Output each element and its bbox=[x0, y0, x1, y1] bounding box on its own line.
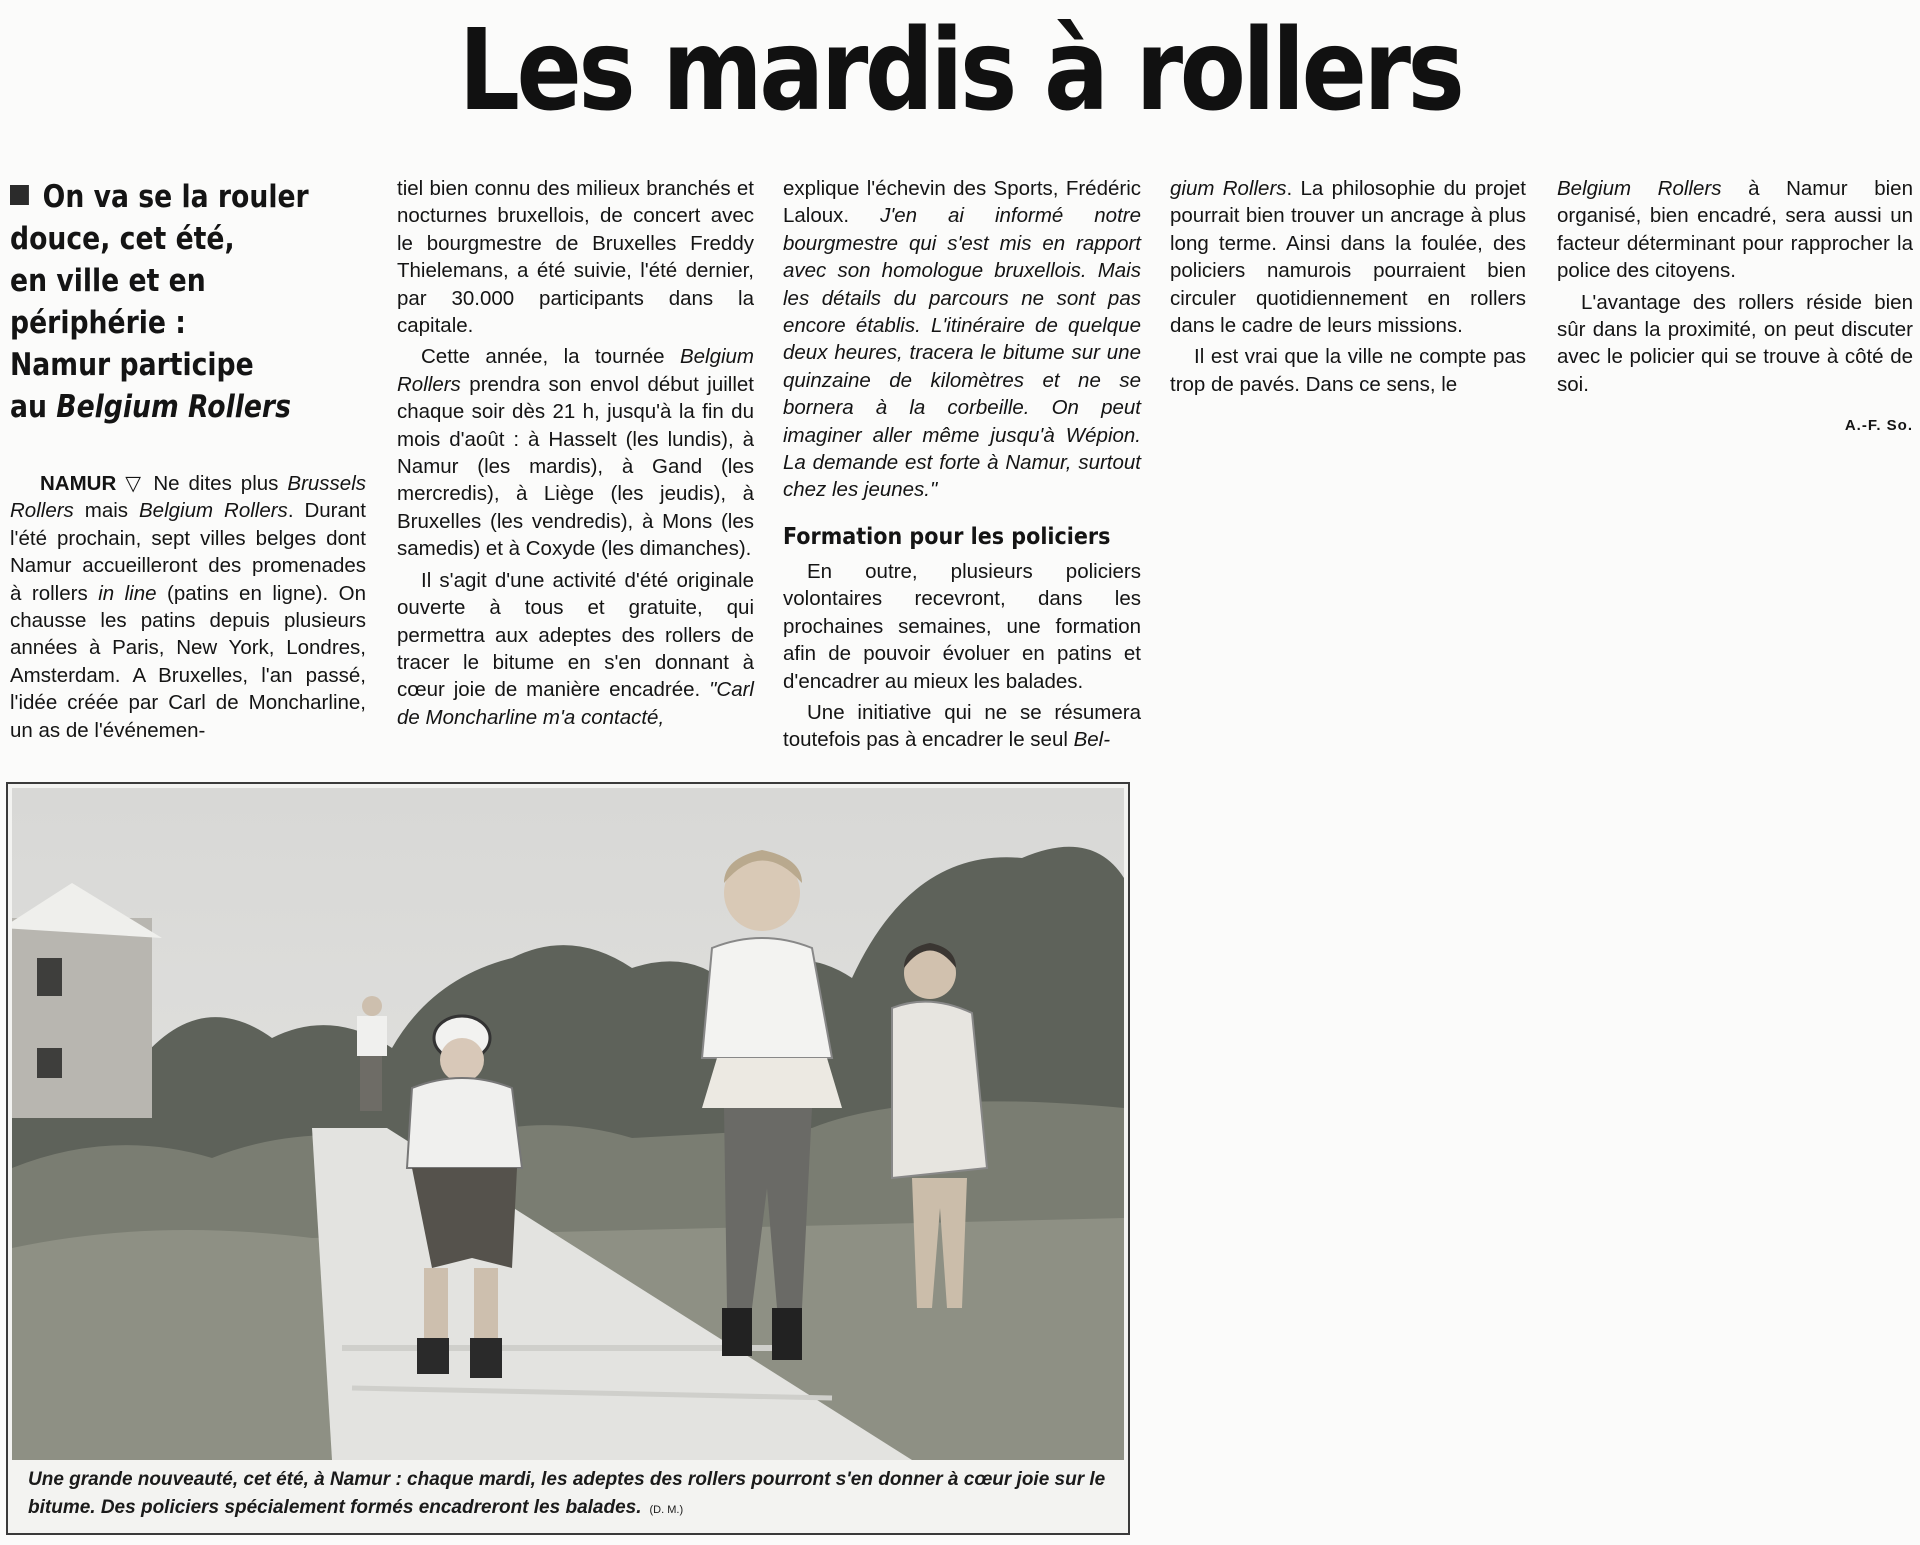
headline: Les mardis à rollers bbox=[458, 6, 1462, 136]
photo-credit: (D. M.) bbox=[649, 1504, 684, 1516]
paragraph: Belgium Rollers à Namur bien organisé, bien encadré, sera aussi un facteur déterminant pour rapprocher la police des citoyens. bbox=[1557, 177, 1913, 283]
dateline: NAMUR bbox=[40, 472, 117, 495]
article-column-1 bbox=[10, 470, 366, 744]
section-subheading: Formation pour les policiers bbox=[783, 523, 1111, 550]
paragraph: gium Rollers. La philosophie du projet pourrait bien trouver un ancrage à plus long terme. Ainsi dans la foulée, des policiers namurois pourraient bien circuler quotidiennement en rollers dans le cadre de leurs missions. bbox=[1170, 177, 1527, 338]
rollerblading-photo bbox=[12, 788, 1124, 1460]
article-column-3 bbox=[783, 175, 1141, 754]
paragraph: Il s'agit d'une activité d'été originale ouverte à tous et gratuite, qui permettra aux adeptes des rollers de tracer le bitume en s'en donnant à cœur joie de manière encadrée. "Carl de Moncharline m'a contacté, bbox=[397, 568, 754, 729]
author-signature: A.-F. So. bbox=[1844, 417, 1913, 435]
paragraph: Cette année, la tournée Belgium Rollers prendra son envol début juillet chaque soir dès 21 h, jusqu'à la fin du mois d'août : à Hasselt (les lundis), à Namur (les mardis), à Gand (les mercredis), à Liège (les jeudis), à Bruxelles (les vendredis), à Mons (les samedis) et à Coxyde (les dimanches). bbox=[397, 345, 754, 561]
paragraph: Il est vrai que la ville ne compte pas trop de pavés. Dans ce sens, le bbox=[1170, 345, 1526, 396]
paragraph: En outre, plusieurs policiers volontaires recevront, dans les prochaines semaines, une formation afin de pouvoir évoluer en patins et d'encadrer au mieux les balades. bbox=[783, 559, 1141, 693]
kicker-line-3: en ville et en périphérie : bbox=[10, 263, 206, 341]
dateline-separator-icon: ▽ bbox=[125, 472, 145, 495]
photo-frame bbox=[6, 782, 1130, 1535]
article-column-5 bbox=[1557, 175, 1913, 440]
paragraph: tiel bien connu des milieux branchés et nocturnes bruxellois, de concert avec le bourgmestre de Bruxelles Freddy Thielemans, a été suivie, l'été dernier, par 30.000 participants dans la capitale. bbox=[397, 177, 754, 338]
paragraph: L'avantage des rollers réside bien sûr dans la proximité, on peut discuter avec le policier qui se trouve à côté de soi. bbox=[1557, 290, 1913, 396]
kicker-line-5: au Belgium Rollers bbox=[10, 389, 291, 425]
kicker-line-4: Namur participe bbox=[10, 347, 254, 383]
intro-paragraph: NAMUR ▽ Ne dites plus Brussels Rollers mais Belgium Rollers. Durant l'été prochain, sept villes belges dont Namur accueilleront des promenades à rollers in line (patins en ligne). On chausse les patins depuis plusieurs années à Paris, New York, Londres, Amsterdam. A Bruxelles, l'an passé, l'idée créée par Carl de Moncharline, un as de l'événemen- bbox=[10, 472, 367, 742]
paragraph: explique l'échevin des Sports, Frédéric Laloux. J'en ai informé notre bourgmestre qui s'est mis en rapport avec son homologue bruxellois. Mais les détails du parcours ne sont pas encore établis. L'itinéraire de quelque deux heures, tracera le bitume sur une quinzaine de kilomètres et ne se bornera à la corbeille. On peut imaginer aller même jusqu'à Wépion. La demande est forte à Namur, surtout chez les jeunes." bbox=[783, 177, 1141, 502]
kicker-line-2: douce, cet été, bbox=[10, 221, 235, 257]
article-column-4 bbox=[1170, 175, 1526, 398]
kicker bbox=[10, 176, 328, 428]
photo-caption: Une grande nouveauté, cet été, à Namur : chaque mardi, les adeptes des rollers pourront s'en donner à cœur joie sur le bitume. Des policiers spécialement formés encadreront les balades. (D. M.) bbox=[28, 1469, 1106, 1518]
square-bullet-icon bbox=[10, 185, 29, 205]
kicker-line-1: On va se la rouler bbox=[10, 176, 328, 218]
article-column-2 bbox=[397, 175, 754, 731]
paragraph: Une initiative qui ne se résumera toutefois pas à encadrer le seul Bel- bbox=[783, 700, 1141, 752]
